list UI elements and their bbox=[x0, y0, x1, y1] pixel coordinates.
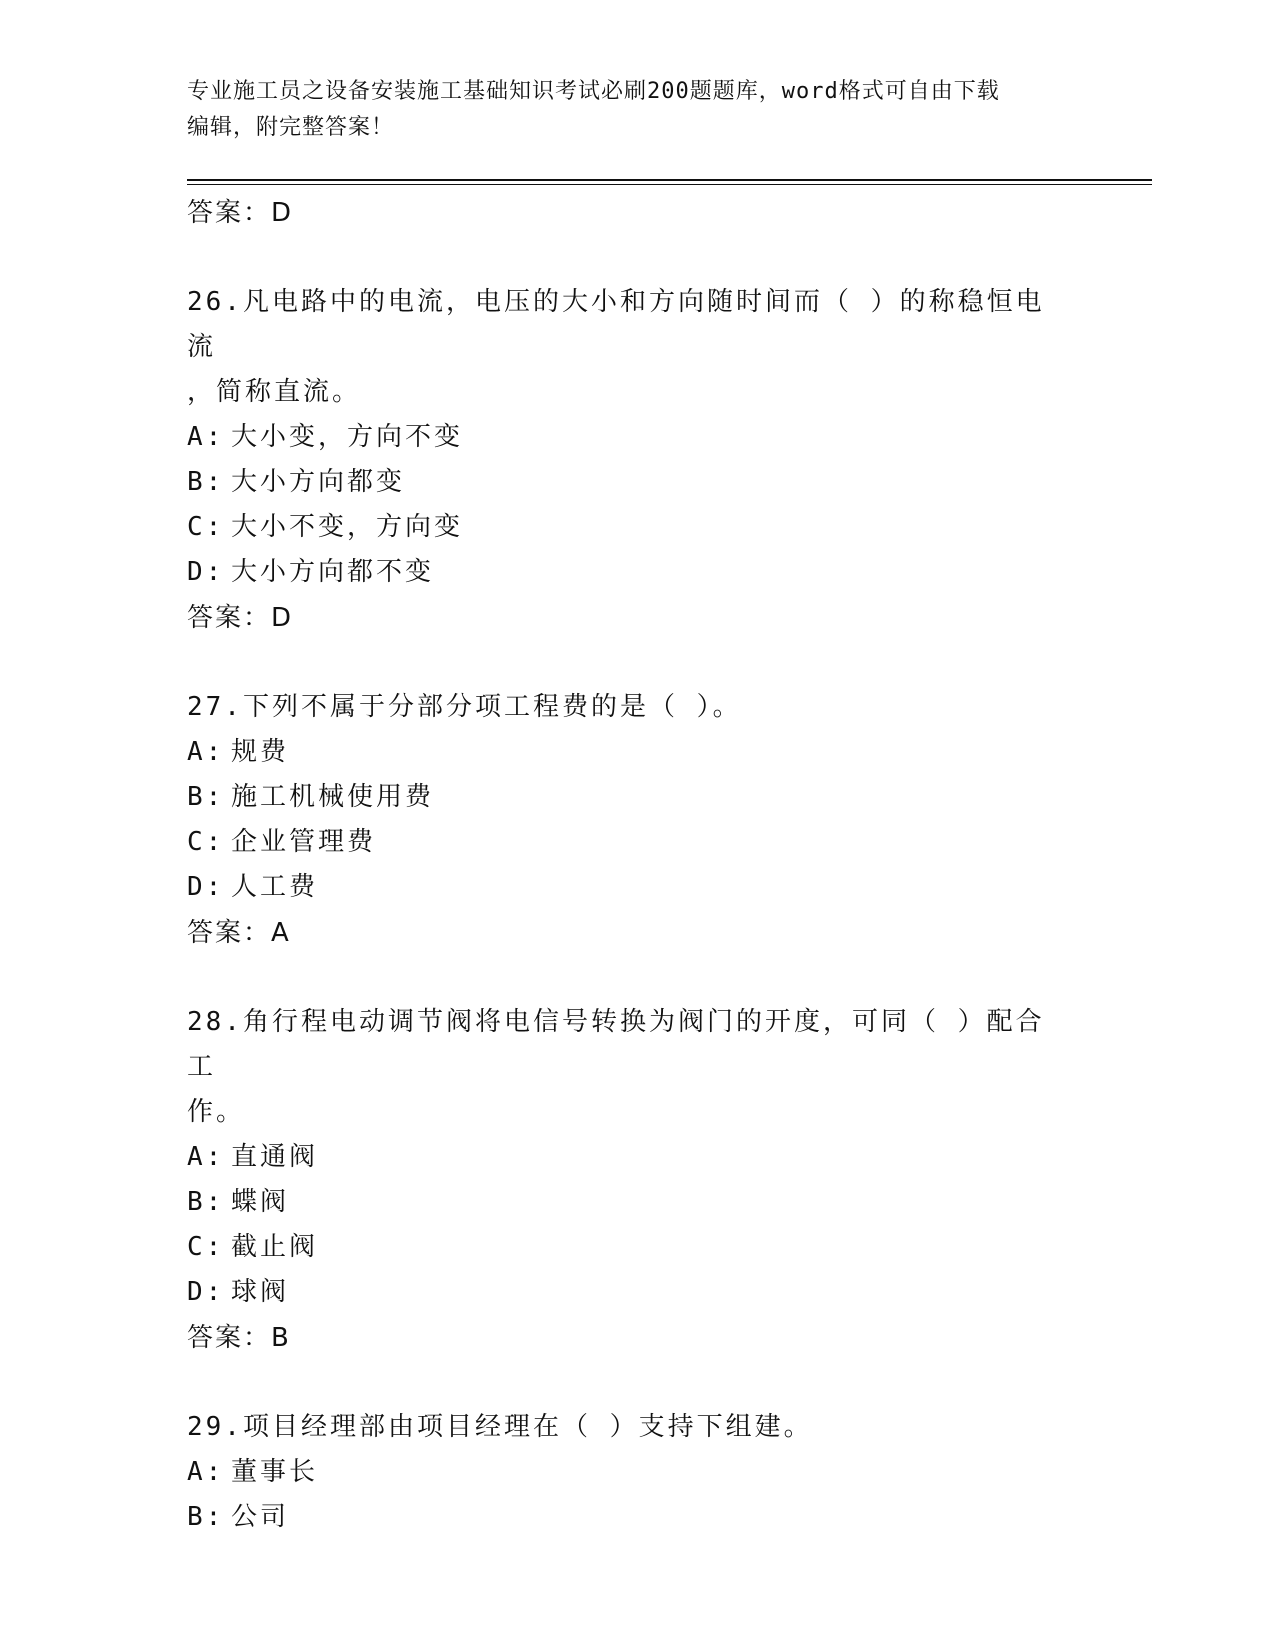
question-block bbox=[187, 685, 1087, 956]
question-list bbox=[187, 190, 1087, 1540]
header-title-line-2: 编辑，附完整答案！ bbox=[187, 115, 395, 140]
option-letter: A: bbox=[187, 1457, 225, 1487]
question-text-line: ，简称直流。 bbox=[187, 377, 362, 407]
option-c bbox=[187, 1225, 1087, 1270]
option-letter: C: bbox=[187, 1232, 225, 1262]
option-text: 大小方向都变 bbox=[231, 467, 406, 497]
option-text: 大小不变，方向变 bbox=[231, 512, 464, 542]
option-letter: B: bbox=[187, 782, 225, 812]
option-text: 截止阀 bbox=[231, 1232, 319, 1262]
answer-line: 答案：D bbox=[187, 603, 294, 633]
answer-line: 答案：B bbox=[187, 1323, 291, 1353]
option-d bbox=[187, 865, 1087, 910]
question-text-line: 28.角行程电动调节阀将电信号转换为阀门的开度，可同（ ）配合工 bbox=[187, 1007, 1045, 1082]
option-text: 企业管理费 bbox=[231, 827, 377, 857]
question-text-line: 27.下列不属于分部分项工程费的是（ ）。 bbox=[187, 692, 742, 722]
page-header bbox=[187, 74, 1077, 146]
answer-line: 答案：A bbox=[187, 918, 291, 948]
option-text: 公司 bbox=[231, 1502, 290, 1532]
option-a bbox=[187, 1135, 1087, 1180]
option-c bbox=[187, 505, 1087, 550]
option-text: 直通阀 bbox=[231, 1142, 319, 1172]
spacer bbox=[187, 956, 1087, 1000]
option-letter: C: bbox=[187, 512, 225, 542]
question-text-line: 29.项目经理部由项目经理在（ ）支持下组建。 bbox=[187, 1412, 813, 1442]
answer-line: 答案：D bbox=[187, 198, 294, 228]
option-text: 蝶阀 bbox=[231, 1187, 290, 1217]
option-letter: A: bbox=[187, 1142, 225, 1172]
option-d bbox=[187, 550, 1087, 595]
option-a bbox=[187, 1450, 1087, 1495]
option-letter: D: bbox=[187, 557, 225, 587]
option-a bbox=[187, 415, 1087, 460]
header-divider bbox=[187, 179, 1152, 185]
option-c bbox=[187, 820, 1087, 865]
option-b bbox=[187, 775, 1087, 820]
option-letter: B: bbox=[187, 1187, 225, 1217]
option-b bbox=[187, 1495, 1087, 1540]
option-letter: A: bbox=[187, 422, 225, 452]
option-text: 规费 bbox=[231, 737, 290, 767]
option-b bbox=[187, 1180, 1087, 1225]
option-text: 大小方向都不变 bbox=[231, 557, 435, 587]
option-letter: D: bbox=[187, 872, 225, 902]
option-letter: B: bbox=[187, 467, 225, 497]
option-text: 人工费 bbox=[231, 872, 319, 902]
option-text: 球阀 bbox=[231, 1277, 290, 1307]
option-text: 施工机械使用费 bbox=[231, 782, 435, 812]
option-letter: C: bbox=[187, 827, 225, 857]
spacer bbox=[187, 641, 1087, 685]
question-text-line: 26.凡电路中的电流，电压的大小和方向随时间而（ ）的称稳恒电流 bbox=[187, 287, 1045, 362]
option-a bbox=[187, 730, 1087, 775]
option-letter: A: bbox=[187, 737, 225, 767]
option-text: 大小变，方向不变 bbox=[231, 422, 464, 452]
question-text-line: 作。 bbox=[187, 1097, 246, 1127]
question-block bbox=[187, 1000, 1087, 1361]
question-block bbox=[187, 1405, 1087, 1540]
option-letter: B: bbox=[187, 1502, 225, 1532]
spacer bbox=[187, 236, 1087, 280]
header-title-line-1: 专业施工员之设备安装施工基础知识考试必刷200题题库，word格式可自由下载 bbox=[187, 79, 1000, 104]
option-letter: D: bbox=[187, 1277, 225, 1307]
option-text: 董事长 bbox=[231, 1457, 319, 1487]
spacer bbox=[187, 1361, 1087, 1405]
option-b bbox=[187, 460, 1087, 505]
question-block bbox=[187, 280, 1087, 641]
option-d bbox=[187, 1270, 1087, 1315]
